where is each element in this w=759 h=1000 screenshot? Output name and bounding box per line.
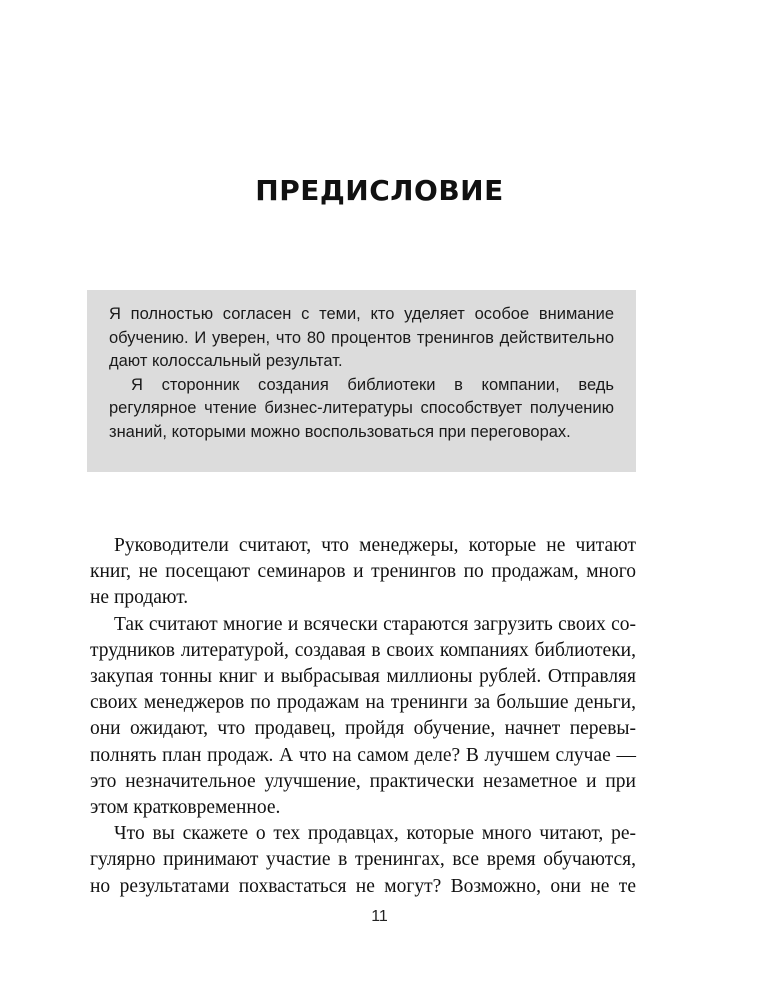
callout-box bbox=[87, 290, 636, 472]
body-line: трудников литературой, создавая в своих компаниях библиотеки, bbox=[90, 639, 636, 661]
callout-paragraph: Я сторонник создания библиотеки в компании, ведь регулярное чтение бизнес-литературы способствует получению знаний, которыми можно воспользоваться при переговорах. bbox=[109, 375, 614, 441]
body-line: полнять план продаж. А что на самом деле? В лучшем случае — bbox=[90, 744, 636, 766]
chapter-title: ПРЕДИСЛОВИЕ bbox=[255, 174, 504, 207]
body-line: Так считают многие и всячески стараются загрузить своих со- bbox=[114, 613, 636, 635]
body-line: они ожидают, что продавец, пройдя обучение, начнет перевы- bbox=[90, 718, 636, 740]
callout-paragraph: Я полностью согласен с теми, кто уделяет особое внимание обучению. И уверен, что 80 процентов тренингов действительно дают колоссальный результат. bbox=[109, 305, 614, 370]
body-line: это незначительное улучшение, практически незаметное и при bbox=[90, 770, 636, 792]
body-line: но результатами похвастаться не могут? Возможно, они не те bbox=[90, 875, 636, 897]
body-line: гулярно принимают участие в тренингах, все время обучаются, bbox=[90, 849, 636, 871]
body-line: своих менеджеров по продажам на тренинги за большие деньги, bbox=[90, 692, 636, 714]
body-line: закупая тонны книг и выбрасывая миллионы рублей. Отправляя bbox=[90, 666, 636, 688]
body-line: не продают. bbox=[90, 587, 189, 609]
body-line: Руководители считают, что менеджеры, которые не читают bbox=[114, 535, 636, 556]
body-line: Что вы скажете о тех продавцах, которые много читают, ре- bbox=[114, 823, 636, 845]
body-line: этом кратковременное. bbox=[90, 797, 281, 819]
body-text bbox=[90, 533, 636, 900]
page-number: 11 bbox=[371, 908, 388, 925]
body-line: книг, не посещают семинаров и тренингов по продажам, много bbox=[90, 561, 636, 583]
